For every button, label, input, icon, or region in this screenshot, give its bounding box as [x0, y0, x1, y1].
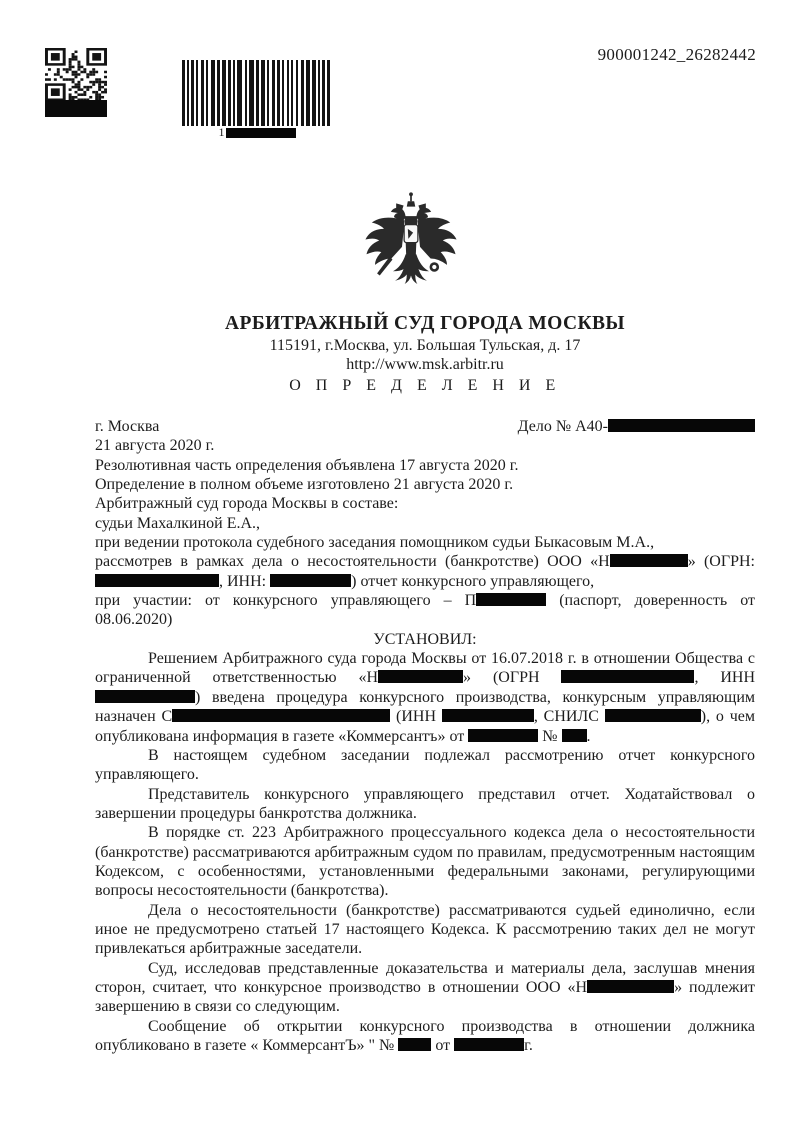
city-label: г. Москва	[95, 418, 160, 435]
document-content	[95, 417, 755, 1055]
full-text-line: Определение в полном объеме изготовлено 21 августа 2020 г.	[95, 476, 514, 494]
redaction-bar	[378, 670, 463, 683]
redaction-bar	[454, 1038, 524, 1051]
sole-judge-paragraph: Дела о несостоятельности (банкротстве) рассматриваются судьей единолично, если иное не предусмотрено статьей 17 настоящего Кодекса. К рассмотрению таких дел не могут привлекаться арбитражные заседатели.	[95, 901, 755, 958]
redaction-bar	[270, 574, 351, 587]
barcode-block	[182, 60, 332, 138]
decision-paragraph: Решением Арбитражного суда города Москвы от 16.07.2018 г. в отношении Общества с ограниченной ответственностью «Н » (ОГРН , ИНН ) введена процедура конкурсного производства, конкурсным управляющим назначен С (ИНН , СНИЛС ), о чем опубликована информация в газете «Коммерсантъ» от № .	[95, 650, 756, 745]
redaction-bar	[442, 709, 534, 722]
coat-of-arms-emblem	[358, 190, 464, 308]
participants-paragraph: при участии: от конкурсного управляющего – П (паспорт, доверенность от 08.06.2020)	[95, 592, 756, 629]
case-number	[518, 417, 755, 436]
court-name: АРБИТРАЖНЫЙ СУД ГОРОДА МОСКВЫ	[225, 313, 625, 334]
barcode-caption	[182, 127, 332, 138]
resolutive-part-line: Резолютивная часть определения объявлена 17 августа 2020 г.	[95, 456, 519, 474]
date-line: 21 августа 2020 г.	[95, 437, 215, 455]
redaction-bar	[476, 593, 546, 606]
qr-redaction-bar	[45, 100, 107, 117]
court-address: 115191, г.Москва, ул. Большая Тульская, д. 17	[269, 337, 581, 354]
redaction-bar	[610, 554, 688, 567]
double-headed-eagle-icon	[358, 190, 464, 308]
case-number-redaction	[608, 419, 755, 432]
document-type-title: О П Р Е Д Е Л Е Н И Е	[289, 377, 561, 394]
court-conclusion-paragraph: Суд, исследовав представленные доказательства и материалы дела, заслушав мнения сторон, считает, что конкурсное производство в отношении ООО «Н » подлежит завершению в связи со следующим.	[95, 959, 755, 1016]
redaction-bar	[95, 574, 219, 587]
redaction-bar	[398, 1038, 431, 1051]
document-body	[95, 436, 755, 1055]
redaction-bar	[605, 709, 701, 722]
document-id-number: 900001242_26282442	[597, 45, 756, 64]
qr-code-pattern	[45, 48, 107, 101]
case-subject-paragraph: рассмотрев в рамках дела о несостоятельности (банкротстве) ООО «Н » (ОГРН: , ИНН: ) отчет конкурсного управляющего,	[95, 553, 756, 590]
barcode	[182, 60, 332, 126]
case-number-prefix: Дело № А40-	[517, 418, 608, 435]
barcode-number-prefix: 1	[218, 125, 225, 139]
redaction-bar	[172, 709, 390, 722]
redaction-bar	[561, 670, 694, 683]
qr-code	[45, 48, 107, 118]
established-heading: УСТАНОВИЛ:	[373, 630, 477, 648]
judge-line: судьи Махалкиной Е.А.,	[95, 514, 261, 532]
hearing-subject-paragraph: В настоящем судебном заседании подлежал рассмотрению отчет конкурсного управляющего.	[95, 746, 755, 784]
redaction-bar	[587, 980, 674, 993]
publication-paragraph: Сообщение об открытии конкурсного производства в отношении должника опубликовано в газете « КоммерсантЪ» " № от г.	[95, 1017, 755, 1054]
representative-paragraph: Представитель конкурсного управляющего представил отчет. Ходатайствовал о завершении процедуры банкротства должника.	[95, 785, 755, 822]
redaction-bar	[468, 729, 538, 742]
redaction-bar	[562, 729, 587, 742]
court-website: http://www.msk.arbitr.ru	[346, 356, 504, 373]
barcode-number-redaction	[226, 128, 296, 138]
case-header-row	[95, 417, 755, 436]
court-composition-line: Арбитражный суд города Москвы в составе:	[95, 495, 399, 513]
redaction-bar	[95, 690, 195, 703]
letterhead	[70, 312, 780, 395]
protocol-line: при ведении протокола судебного заседания помощником судьи Быкасовым М.А.,	[95, 534, 655, 552]
article-223-paragraph: В порядке ст. 223 Арбитражного процессуального кодекса дела о несостоятельности (банкротстве) рассматриваются арбитражным судом по правилам, предусмотренным настоящим Кодексом, с особенностями, установленными федеральными законами, регулирующими вопросы несостоятельности (банкротства).	[95, 824, 755, 900]
